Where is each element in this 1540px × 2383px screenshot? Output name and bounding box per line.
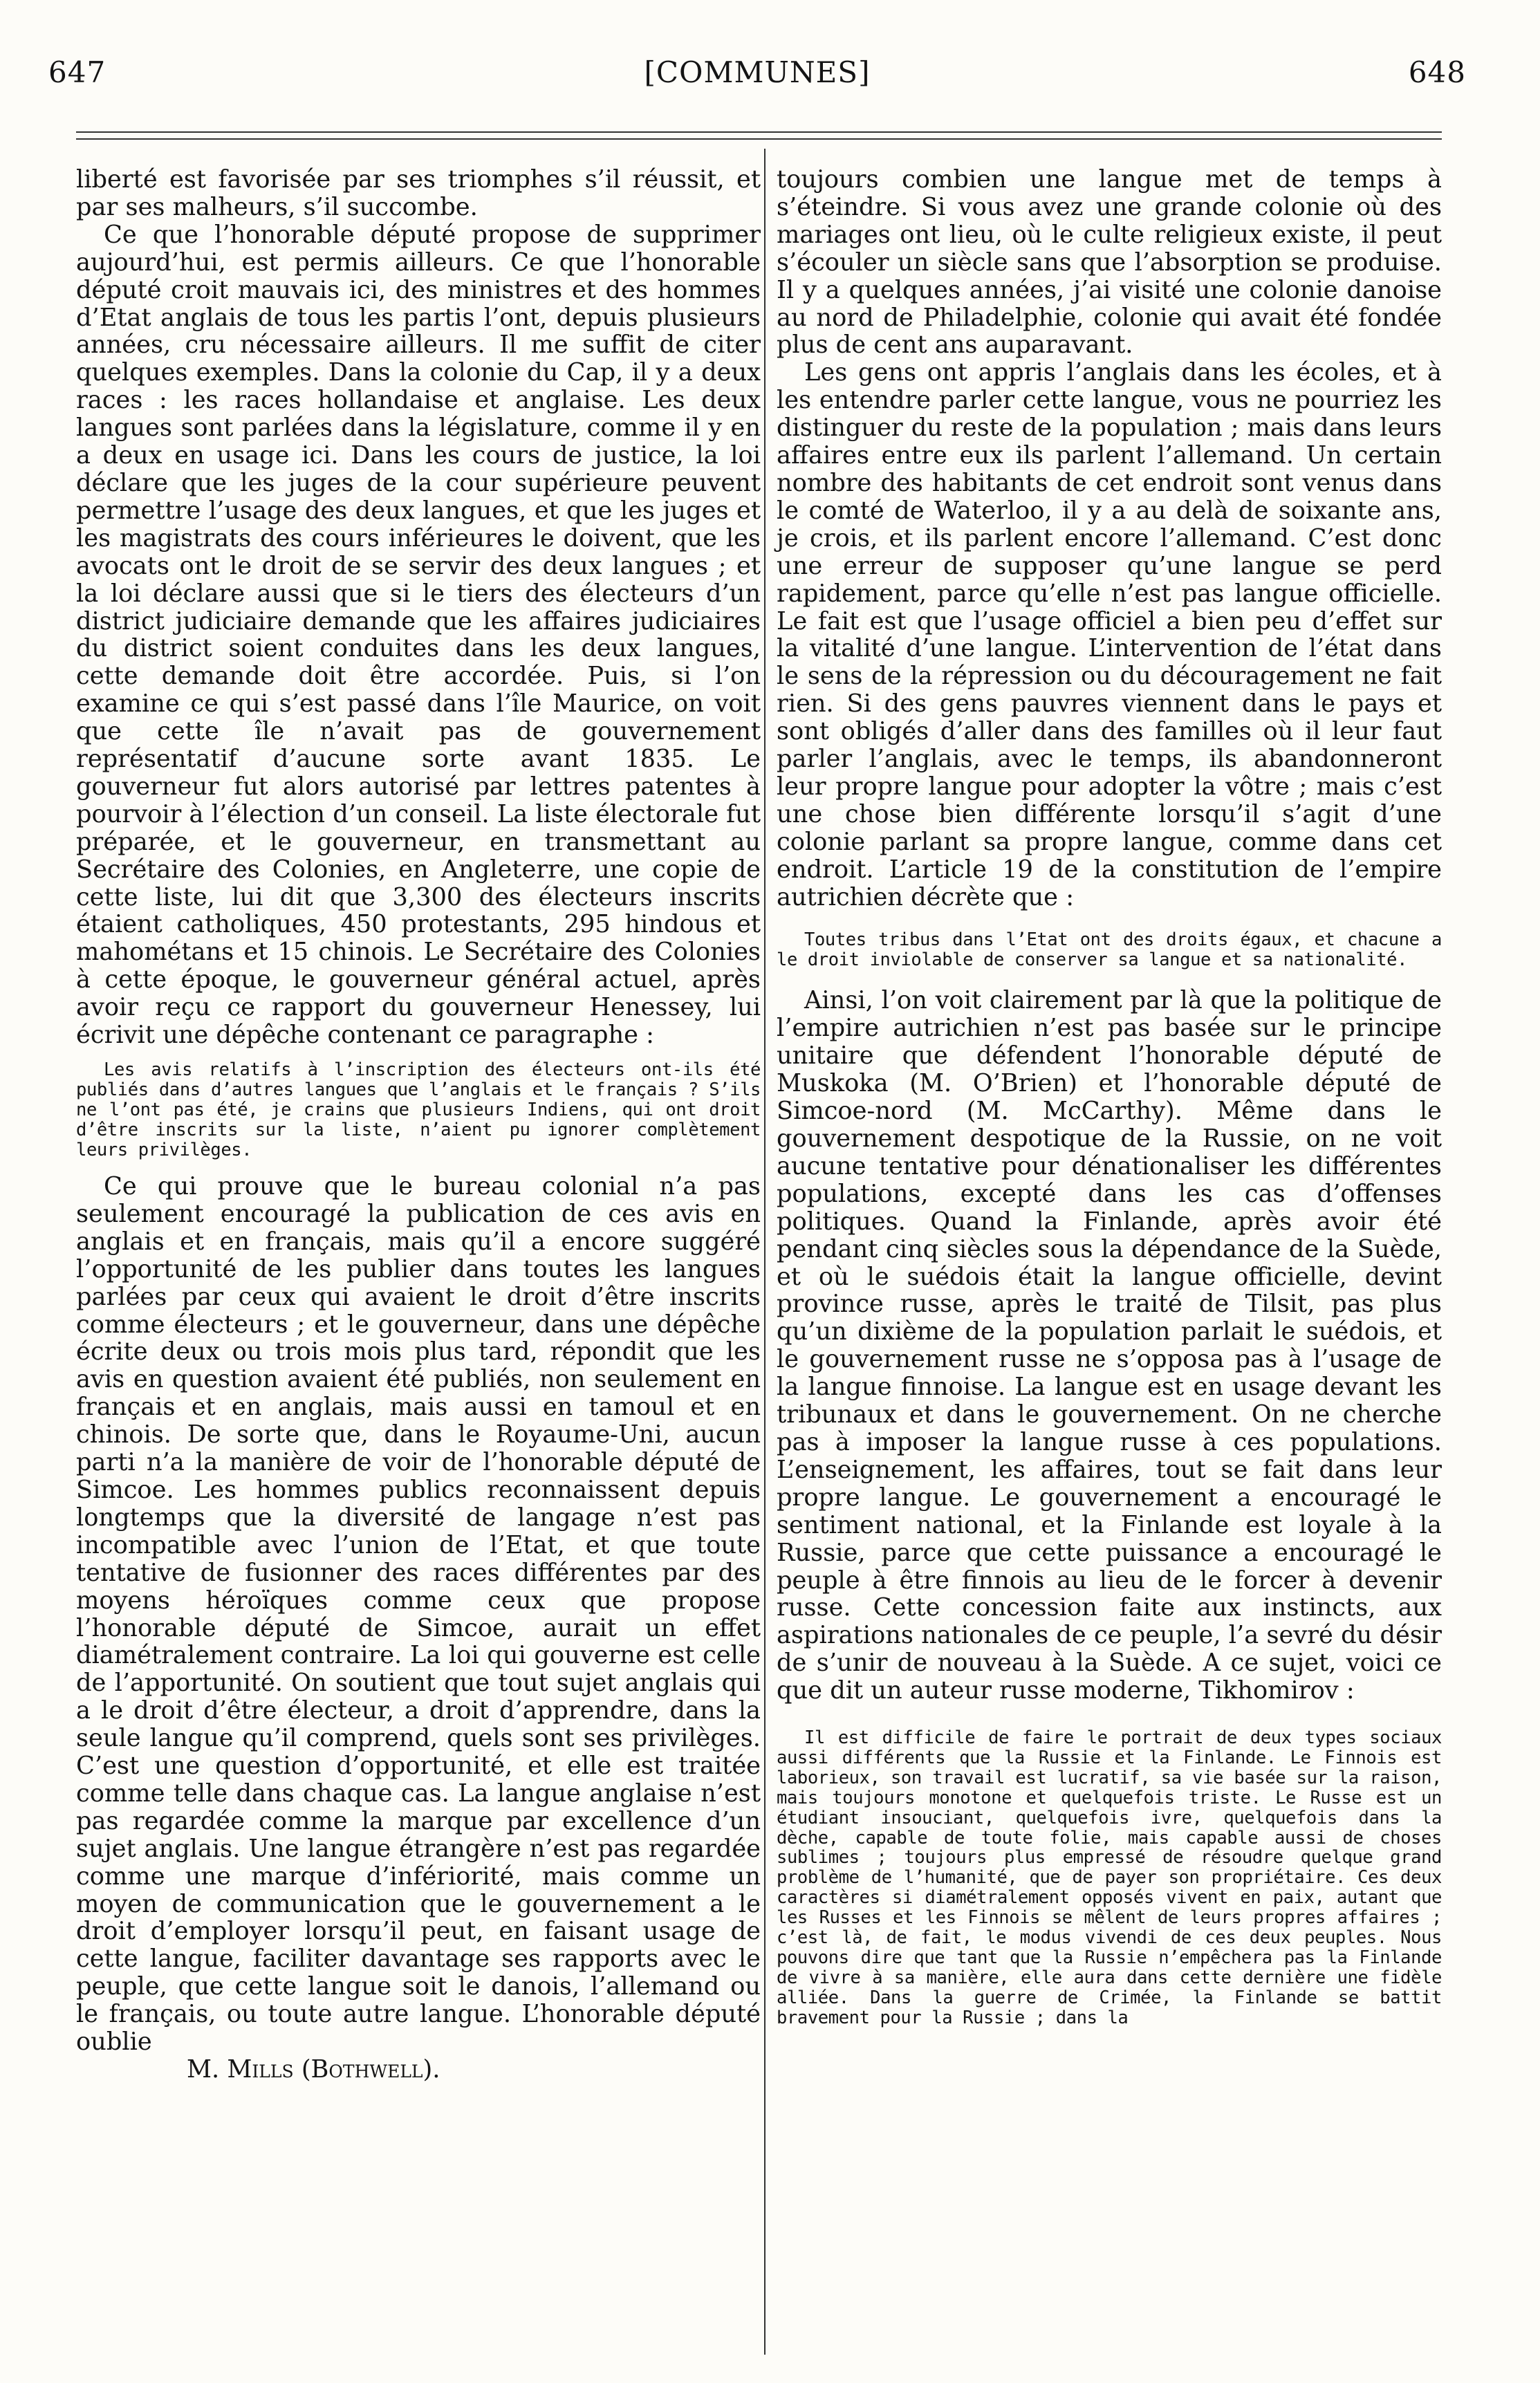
page-number-right: 648 (1408, 55, 1466, 89)
paragraph: toujours combien une langue met de temps à s’éteindre. Si vous avez une grande colonie où des mariages ont lieu, où le culte religieux existe, il peut s’écouler un siècle sans que l’absorption se produise. Il y a quelques années, j’ai visité une colonie danoise au nord de Philadelphie, colonie qui avait été fondée plus de cent ans auparavant. (777, 165, 1442, 360)
running-title: [COMMUNES] (644, 55, 871, 89)
page-header (48, 48, 1466, 97)
left-column (76, 166, 761, 2084)
block-quote: Il est difficile de faire le portrait de deux types sociaux aussi différents que la Russie et la Finlande. Le Finnois est laborieux, son travail est lucratif, sa vie basée sur la raison, mais toujours monotone et quelquefois triste. Le Russe est un étudiant insouciant, quelquefois ivre, quelquefois dans la dèche, capable de toute folie, mais capable aussi de choses sublimes ; toujours plus empressé de résoudre quelque grand problème de l’humanité, que de payer son propriétaire. Ces deux caractères si diamétralement opposés vivent en paix, autant que les Russes et les Finnois se mêlent de leurs propres affaires ; c’est là, de fait, le modus vivendi de ces deux peuples. Nous pouvons dire que tant que la Russie n’empêchera pas la Finlande de vivre à sa manière, elle aura dans cette dernière une fidèle alliée. Dans la guerre de Crimée, la Finlande se battit bravement pour la Russie ; dans la (777, 1727, 1442, 2028)
right-column (777, 166, 1442, 2041)
paragraph: Ainsi, l’on voit clairement par là que la politique de l’empire autrichien n’est pas basée sur le principe unitaire que défendent l’honorable député de Muskoka (M. O’Brien) et l’honorable député de Simcoe-nord (M. McCarthy). Même dans le gouvernement despotique de la Russie, on ne voit aucune tentative pour dénationaliser les différentes populations, excepté dans les cas d’offenses politiques. Quand la Finlande, après avoir été pendant cinq siècles sous la dépendance de la Suède, et où le suédois était la langue officielle, devint province russe, après le traité de Tilsit, pas plus qu’un dixième de la population parlait le suédois, et le gouvernement russe ne s’opposa pas à l’usage de la langue finnoise. La langue est en usage devant les tribunaux et dans le gouvernement. On ne cherche pas à imposer la langue russe à ces populations. L’enseignement, les affaires, tout se fait dans leur propre langue. Le gouvernement a encouragé le sentiment national, et la Finlande est loyale à la Russie, parce que cette puissance a encouragé le peuple à être finnois au lieu de le forcer à devenir russe. Cette concession faite aux instincts, aux aspirations nationales de ce peuple, l’a sevré du désir de s’unir de nouveau à la Suède. A ce sujet, voici ce que dit un auteur russe moderne, Tikhomirov : (777, 986, 1442, 1705)
paragraph: Ce que l’honorable député propose de supprimer aujourd’hui, est permis ailleurs. Ce que l’honorable député croit mauvais ici, des ministres et des hommes d’Etat anglais de tous les partis l’ont, depuis plusieurs années, cru nécessaire ailleurs. Il me suffit de citer quelques exemples. Dans la colonie du Cap, il y a deux races : les races hollandaise et anglaise. Les deux langues sont parlées dans la législature, comme il y en a deux en usage ici. Dans les cours de justice, la loi déclare que les juges de la cour supérieure peuvent permettre l’usage des deux langues, et que les juges et les magistrats des cours inférieures le doivent, que les avocats ont le droit de se servir des deux langues ; et la loi déclare aussi que si le tiers des électeurs d’un district judiciaire demande que les affaires judiciaires du district soient conduites dans les deux langues, cette demande doit être accordée. Puis, si l’on examine ce qui s’est passé dans l’île Maurice, on voit que cette île n’avait pas de gouvernement représentatif d’aucune sorte avant 1835. Le gouverneur fut alors autorisé par lettres patentes à pourvoir à l’élection d’un conseil. La liste électorale fut préparée, et le gouverneur, en transmettant au Secrétaire des Colonies, en Angleterre, une copie de cette liste, lui dit que 3,300 des électeurs inscrits étaient catholiques, 450 protestants, 295 hindous et mahométans et 15 chinois. Le Secrétaire des Colonies à cette époque, le gouverneur général actuel, après avoir reçu ce rapport du gouverneur Henessey, lui écrivit une dépêche contenant ce paragraphe : (76, 220, 761, 1050)
header-rule (76, 131, 1442, 133)
block-quote: Toutes tribus dans l’Etat ont des droits égaux, et chacune a le droit inviolable de conserver sa langue et sa nationalité. (777, 929, 1442, 971)
paragraph: Les gens ont appris l’anglais dans les écoles, et à les entendre parler cette langue, vous ne pourriez les distinguer du reste de la population ; mais dans leurs affaires entre eux ils parlent l’allemand. Un certain nombre des habitants de cet endroit sont venus dans le comté de Waterloo, il y a au delà de soixante ans, je crois, et ils parlent encore l’allemand. C’est donc une erreur de supposer qu’une langue se perd rapidement, parce qu’elle n’est pas langue officielle. Le fait est que l’usage officiel a bien peu d’effet sur la vitalité d’une langue. L’intervention de l’état dans le sens de la répression ou du découragement ne fait rien. Si des gens pauvres viennent dans le pays et sont obligés d’aller dans des familles où il leur faut parler l’anglais, avec le temps, ils abandonneront leur propre langue pour adopter la vôtre ; mais c’est une chose bien différente lorsqu’il s’agit d’une colonie parlant sa propre langue, comme dans cet endroit. L’article 19 de la constitution de l’empire autrichien décrète que : (777, 358, 1442, 911)
speaker-attribution: M. Mills (Bothwell). (187, 2055, 440, 2084)
block-quote: Les avis relatifs à l’inscription des électeurs ont-ils été publiés dans d’autres langues que l’anglais et le français ? S’ils ne l’ont pas été, je crains que plusieurs Indiens, qui ont droit d’être inscrits sur la liste, n’aient pu ignorer complètement leurs privilèges. (76, 1059, 761, 1160)
paragraph: liberté est favorisée par ses triomphes s’il réussit, et par ses malheurs, s’il succombe. (76, 165, 761, 221)
column-divider (764, 149, 766, 2355)
paragraph: Ce qui prouve que le bureau colonial n’a pas seulement encouragé la publication de ces avis en anglais et en français, mais qu’il a encore suggéré l’opportunité de les publier dans toutes les langues parlées par ceux qui avaient le droit d’être inscrits comme électeurs ; et le gouverneur, dans une dépêche écrite deux ou trois mois plus tard, répondit que les avis en question avaient été publiés, non seulement en français et en anglais, mais aussi en tamoul et en chinois. De sorte que, dans le Royaume-Uni, aucun parti n’a la manière de voir de l’honorable député de Simcoe. Les hommes publics reconnaissent depuis longtemps que la diversité de langage n’est pas incompatible avec l’union de l’Etat, et que toute tentative de fusionner des races différentes par des moyens héroïques comme ceux que propose l’honorable député de Simcoe, aurait un effet diamétralement contraire. La loi qui gouverne est celle de l’apportunité. On soutient que tout sujet anglais qui a le droit d’être électeur, a droit d’apprendre, dans la seule langue qu’il comprend, quels sont ses privilèges. C’est une question d’opportunité, et elle est traitée comme telle dans chaque cas. La langue anglaise n’est pas regardée comme la marque par excellence d’un sujet anglais. Une langue étrangère n’est pas regardée comme une marque d’infériorité, mais comme un moyen de communication que le gouvernement a le droit d’employer lorsqu’il peut, en faisant usage de cette langue, faciliter davantage ses rapports avec le peuple, que cette langue soit le danois, l’allemand ou le français, ou toute autre langue. L’honorable député oublie (76, 1172, 761, 2057)
page-number-left: 647 (48, 55, 106, 89)
header-rule-double (76, 138, 1442, 140)
